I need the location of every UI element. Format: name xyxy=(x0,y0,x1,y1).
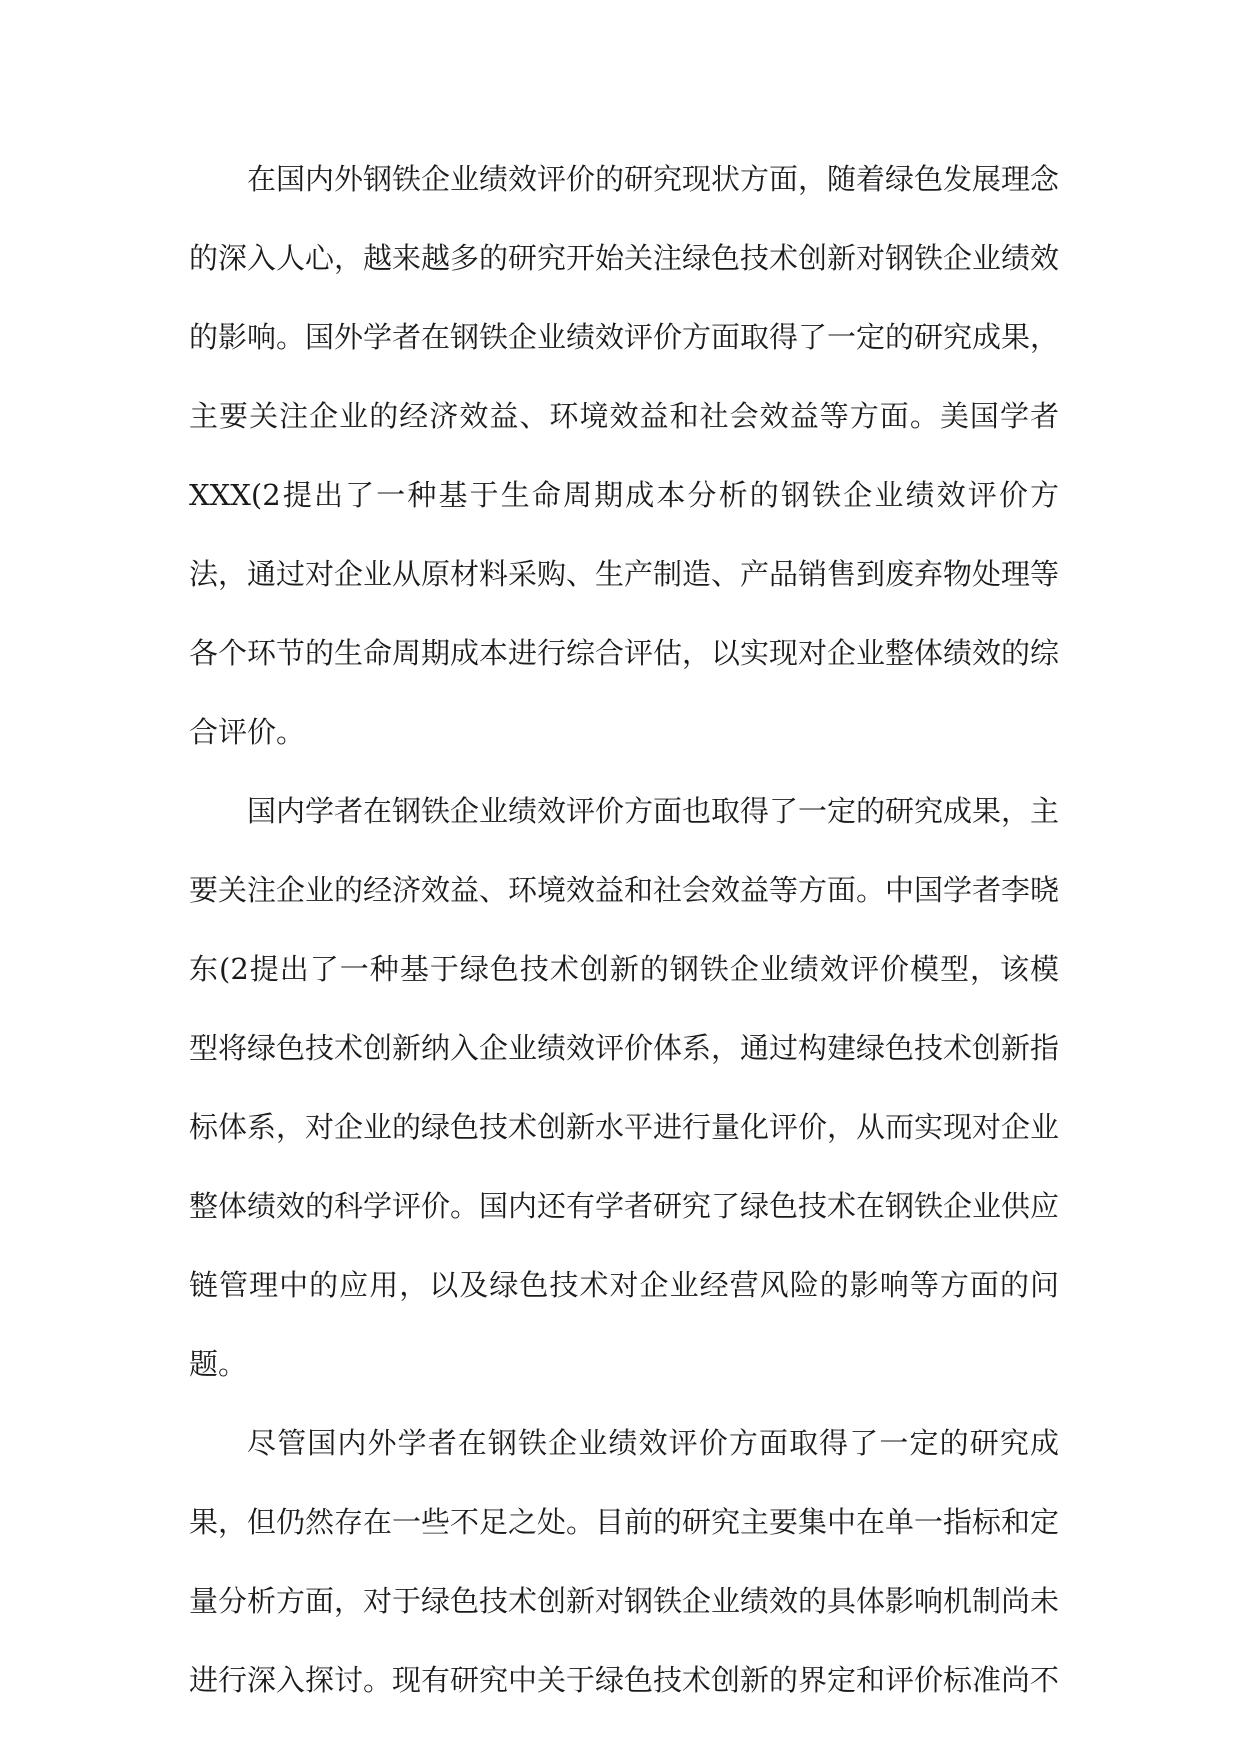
document-body xyxy=(189,140,1059,1720)
paragraph-research-status: 在国内外钢铁企业绩效评价的研究现状方面，随着绿色发展理念的深入人心，越来越多的研究开始关注绿色技术创新对钢铁企业绩效的影响。国外学者在钢铁企业绩效评价方面取得了一定的研究成果，主要关注企业的经济效益、环境效益和社会效益等方面。美国学者XXX(2提出了一种基于生命周期成本分析的钢铁企业绩效评价方法，通过对企业从原材料采购、生产制造、产品销售到废弃物处理等各个环节的生命周期成本进行综合评估，以实现对企业整体绩效的综合评价。 xyxy=(189,162,1060,749)
paragraph-shortcomings: 尽管国内外学者在钢铁企业绩效评价方面取得了一定的研究成果，但仍然存在一些不足之处。目前的研究主要集中在单一指标和定量分析方面，对于绿色技术创新对钢铁企业绩效的具体影响机制尚未进行深入探讨。现有研究中关于绿色技术创新的界定和评价标准尚不 xyxy=(189,1426,1060,1697)
paragraph-domestic-research: 国内学者在钢铁企业绩效评价方面也取得了一定的研究成果，主要关注企业的经济效益、环境效益和社会效益等方面。中国学者李晓东(2提出了一种基于绿色技术创新的钢铁企业绩效评价模型，该模型将绿色技术创新纳入企业绩效评价体系，通过构建绿色技术创新指标体系，对企业的绿色技术创新水平进行量化评价，从而实现对企业整体绩效的科学评价。国内还有学者研究了绿色技术在钢铁企业供应链管理中的应用，以及绿色技术对企业经营风险的影响等方面的问题。 xyxy=(189,794,1060,1381)
